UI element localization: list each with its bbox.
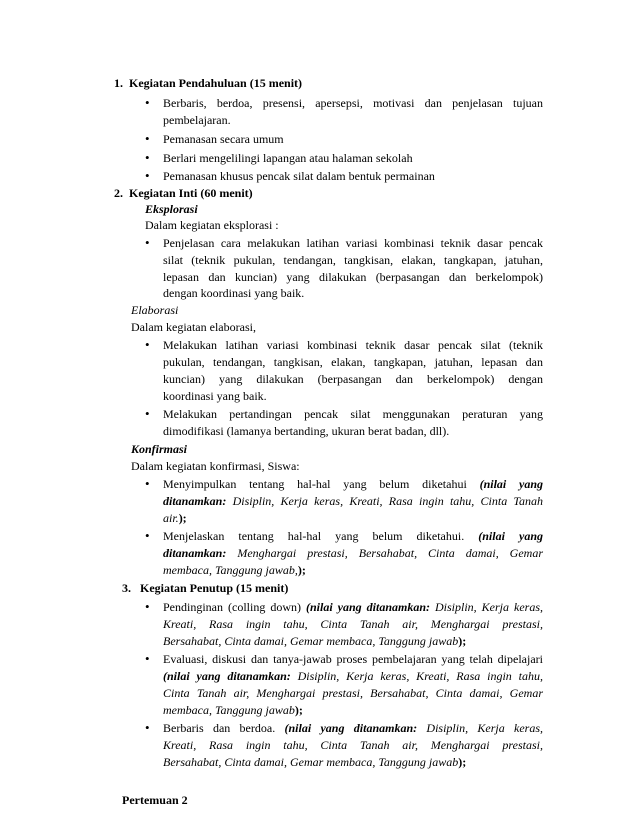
eksplorasi-intro: Dalam kegiatan eksplorasi : [145, 218, 279, 232]
konfirmasi-item-2-text: Menjelaskan tentang hal-hal yang belum diketahui. [163, 529, 465, 543]
nilai-values-end: membaca, Tanggung jawab, [163, 563, 298, 577]
konfirmasi-item-1-line-1 [163, 477, 543, 491]
nilai-label-cont: ditanamkan: [163, 494, 227, 508]
s3-item-3-line-2: Kreati, Rasa ingin tahu, Cinta Tanah air, Menghargai prestasi, [163, 738, 543, 752]
nilai-label: (nilai yang ditanamkan: [284, 721, 418, 735]
bullet-icon: • [145, 720, 150, 735]
eksplorasi-item-line-3: lepasan dan kuncian) yang dilakukan (berpasangan dan berkelompok) [163, 270, 543, 284]
s1-item-1-line-1: Berbaris, berdoa, presensi, apersepsi, motivasi dan penjelasan tujuan [163, 96, 543, 110]
s3-item-1-text: Pendinginan (colling down) [163, 600, 301, 614]
section-2-title: 2. Kegiatan Inti (60 menit) [114, 186, 253, 200]
section-3-title: 3. Kegiatan Penutup (15 menit) [122, 581, 289, 595]
s3-item-1-line-3 [163, 634, 466, 648]
s3-item-3-text: Berbaris dan berdoa. [163, 721, 276, 735]
nilai-values: Disiplin, Kerja keras, [426, 721, 544, 735]
konfirmasi-item-2-line-2 [163, 546, 543, 560]
bullet-icon: • [145, 651, 150, 666]
s3-item-3-line-1 [163, 721, 543, 735]
s1-item-2: Pemanasan secara umum [163, 132, 284, 146]
eksplorasi-item-line-2: silat (teknik pukulan, tendangan, tangkisan, elakan, tangkapan, jatuhan, [163, 253, 543, 267]
konfirmasi-item-1-line-3 [163, 511, 187, 525]
elaborasi-intro: Dalam kegiatan elaborasi, [131, 320, 256, 334]
elaborasi-heading: Elaborasi [131, 303, 179, 317]
bullet-icon: • [145, 528, 150, 543]
s1-item-3: Berlari mengelilingi lapangan atau halaman sekolah [163, 151, 413, 165]
nilai-close: ); [458, 634, 467, 648]
nilai-values: Menghargai prestasi, Bersahabat, Cinta damai, Gemar [237, 546, 543, 560]
nilai-close: ); [294, 703, 303, 717]
s1-item-1-line-2: pembelajaran. [163, 113, 231, 127]
nilai-values: Disiplin, Kerja keras, Kreati, Rasa ingin tahu, Cinta Tanah [232, 494, 544, 508]
konfirmasi-item-2-line-1 [163, 529, 543, 543]
s3-item-2-line-2 [163, 669, 543, 683]
bullet-icon: • [145, 337, 150, 352]
bullet-icon: • [145, 168, 150, 183]
bullet-icon: • [145, 476, 150, 491]
s3-item-1-line-1 [163, 600, 543, 614]
elaborasi-item-2-line-1: Melakukan pertandingan pencak silat menggunakan peraturan yang [163, 407, 543, 421]
nilai-values-end: membaca, Tanggung jawab [163, 703, 295, 717]
s3-item-2-line-4 [163, 703, 303, 717]
s3-item-1-line-2: Kreati, Rasa ingin tahu, Cinta Tanah air, Menghargai prestasi, [163, 617, 543, 631]
s3-item-2-line-1: Evaluasi, diskusi dan tanya-jawab proses pembelajaran yang telah dipelajari [163, 652, 543, 666]
s1-item-4: Pemanasan khusus pencak silat dalam bentuk permainan [163, 169, 435, 183]
nilai-label: (nilai yang ditanamkan: [163, 669, 291, 683]
nilai-label-cont: ditanamkan: [163, 546, 227, 560]
bullet-icon: • [145, 599, 150, 614]
konfirmasi-intro: Dalam kegiatan konfirmasi, Siswa: [131, 459, 300, 473]
eksplorasi-item-line-4: dengan koordinasi yang baik. [163, 286, 305, 300]
nilai-close: ); [178, 511, 187, 525]
nilai-values: Disiplin, Kerja keras, [435, 600, 543, 614]
eksplorasi-heading: Eksplorasi [145, 202, 198, 216]
nilai-close: ); [297, 563, 306, 577]
elaborasi-item-1-line-4: koordinasi yang baik. [163, 389, 267, 403]
nilai-values-end: air. [163, 511, 179, 525]
bullet-icon: • [145, 406, 150, 421]
konfirmasi-item-1-line-2 [163, 494, 543, 508]
konfirmasi-item-2-line-3 [163, 563, 306, 577]
footer-heading: Pertemuan 2 [122, 793, 188, 807]
s3-item-2-line-3: Cinta Tanah air, Menghargai prestasi, Bersahabat, Cinta damai, Gemar [163, 686, 543, 700]
bullet-icon: • [145, 131, 150, 146]
elaborasi-item-1-line-2: pukulan, tendangan, tangkisan, elakan, tangkapan, jatuhan, lepasan dan [163, 355, 543, 369]
s3-item-3-line-3 [163, 755, 466, 769]
eksplorasi-item-line-1: Penjelasan cara melakukan latihan variasi kombinasi teknik dasar pencak [163, 236, 543, 250]
nilai-values: Disiplin, Kerja keras, Kreati, Rasa ingin tahu, [297, 669, 543, 683]
elaborasi-item-2-line-2: dimodifikasi (lamanya bertanding, ukuran berat badan, dll). [163, 424, 450, 438]
nilai-label: (nilai yang ditanamkan: [305, 600, 430, 614]
nilai-label: (nilai yang [479, 477, 544, 491]
elaborasi-item-1-line-1: Melakukan latihan variasi kombinasi teknik dasar pencak silat (teknik [163, 338, 543, 352]
nilai-values-end: Bersahabat, Cinta damai, Gemar membaca, Tanggung jawab [163, 755, 459, 769]
bullet-icon: • [145, 235, 150, 250]
bullet-icon: • [145, 150, 150, 165]
nilai-close: ); [458, 755, 467, 769]
konfirmasi-heading: Konfirmasi [131, 442, 188, 456]
section-1-title: 1. Kegiatan Pendahuluan (15 menit) [114, 76, 303, 90]
nilai-values-end: Bersahabat, Cinta damai, Gemar membaca, Tanggung jawab [163, 634, 459, 648]
bullet-icon: • [145, 95, 150, 110]
elaborasi-item-1-line-3: kuncian) yang dilakukan (berpasangan dan berkelompok) dengan [163, 372, 543, 386]
konfirmasi-item-1-text: Menyimpulkan tentang hal-hal yang belum diketahui [163, 477, 467, 491]
nilai-label: (nilai yang [478, 529, 543, 543]
